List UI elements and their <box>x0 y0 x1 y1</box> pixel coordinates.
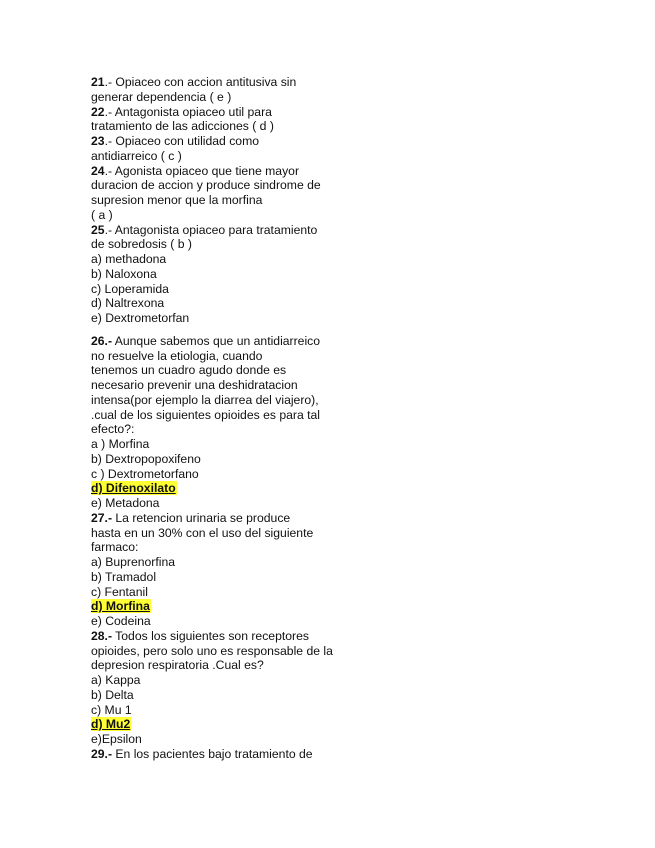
document-page <box>91 75 411 762</box>
question-27-line-1: 27.- La retencion urinaria se produce <box>91 510 291 525</box>
q28-option-a: a) Kappa <box>91 673 141 687</box>
q27-option-c: c) Fentanil <box>91 584 148 599</box>
question-22-number: 22 <box>91 104 105 119</box>
question-22-line-2: tratamiento de las adicciones ( d ) <box>91 119 274 134</box>
question-24-line-3: supresion menor que la morfina <box>91 193 263 207</box>
question-21-number: 21 <box>91 75 105 89</box>
question-25-number: 25 <box>91 222 105 237</box>
question-25-line-1: 25.- Antagonista opiaceo para tratamiento <box>91 222 318 237</box>
option-d: d) Naltrexona <box>91 296 165 311</box>
q26-answer-line <box>91 481 411 496</box>
question-29-number: 29.- <box>91 746 113 761</box>
q28-option-b: b) Delta <box>91 687 134 702</box>
question-23-number: 23 <box>91 134 105 148</box>
question-21-line-2: generar dependencia ( e ) <box>91 89 232 104</box>
question-29-line-1: 29.- En los pacientes bajo tratamiento de <box>91 746 313 761</box>
q26-option-e: e) Metadona <box>91 496 160 510</box>
q26-option-a: a ) Morfina <box>91 437 150 451</box>
q28-answer-line <box>91 717 411 732</box>
question-22-line-1: 22.- Antagonista opiaceo util para <box>91 104 272 119</box>
question-23-line-2: antidiarreico ( c ) <box>91 148 182 163</box>
q26-option-b: b) Dextropopoxifeno <box>91 451 201 466</box>
question-27-line-2: hasta en un 30% con el uso del siguiente <box>91 525 314 540</box>
question-26-line-3: tenemos un cuadro agudo donde es <box>91 363 287 378</box>
q28-highlighted-answer: d) Mu2 <box>91 717 131 732</box>
question-27-number: 27.- <box>91 510 113 525</box>
question-24-line-4: ( a ) <box>91 207 113 222</box>
q28-option-e: e)Epsilon <box>91 732 142 746</box>
question-26-number: 26.- <box>91 333 113 348</box>
question-26-line-4: necesario prevenir una deshidratacion <box>91 378 298 392</box>
q27-highlighted-answer: d) Morfina <box>91 599 150 614</box>
q27-option-b: b) Tramadol <box>91 569 157 584</box>
question-26-line-1: 26.- Aunque sabemos que un antidiarreico <box>91 333 321 348</box>
question-28-line-3: depresion respiratoria .Cual es? <box>91 658 264 673</box>
q27-option-e: e) Codeina <box>91 614 151 628</box>
q26-highlighted-answer: d) Difenoxilato <box>91 481 176 496</box>
q27-option-a: a) Buprenorfina <box>91 555 176 569</box>
question-24-line-1: 24.- Agonista opiaceo que tiene mayor <box>91 163 300 178</box>
question-23-line-1: 23.- Opiaceo con utilidad como <box>91 134 260 148</box>
option-a: a) methadona <box>91 252 167 266</box>
question-25-line-2: de sobredosis ( b ) <box>91 237 192 252</box>
question-26-line-5: intensa(por ejemplo la diarrea del viajero), <box>91 392 319 407</box>
option-b: b) Naloxona <box>91 266 157 281</box>
question-24-number: 24 <box>91 163 105 178</box>
question-24-line-2: duracion de accion y produce sindrome de <box>91 178 321 193</box>
question-28-line-1: 28.- Todos los siguientes son receptores <box>91 628 309 643</box>
q26-option-c: c ) Dextrometorfano <box>91 466 199 481</box>
paragraph-gap <box>91 326 411 334</box>
question-26-line-6: .cual de los siguientes opioides es para tal <box>91 407 320 422</box>
option-e: e) Dextrometorfan <box>91 311 190 325</box>
q27-answer-line <box>91 599 411 614</box>
question-26-line-2: no resuelve la etiologia, cuando <box>91 348 263 363</box>
question-27-line-3: farmaco: <box>91 540 139 555</box>
question-26-line-7: efecto?: <box>91 422 135 437</box>
option-c: c) Loperamida <box>91 281 169 296</box>
question-21-line-1: 21.- Opiaceo con accion antitusiva sin <box>91 75 297 89</box>
question-28-line-2: opioides, pero solo uno es responsable de la <box>91 643 333 658</box>
q28-option-c: c) Mu 1 <box>91 702 132 717</box>
question-28-number: 28.- <box>91 628 113 643</box>
